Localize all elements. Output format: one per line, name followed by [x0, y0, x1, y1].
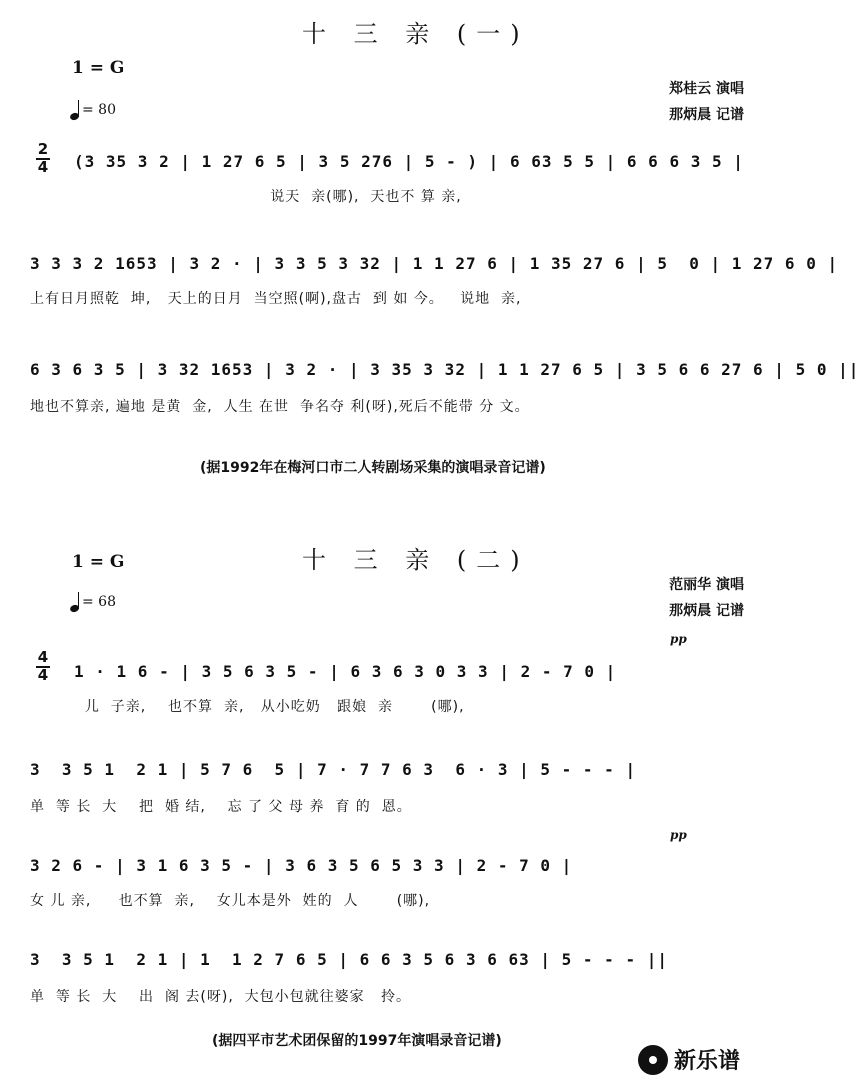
song-1-lyrics-line-2: 上有日月照乾 坤, 天上的日月 当空照(啊),盘古 到 如 今。 说地 亲, [30, 291, 522, 307]
song-1-tempo [70, 100, 116, 120]
song-2-notation-line-1: 1 · 1 6 - | 3 5 6 3 5 - | 6 3 6 3 0 3 3 | 2 - 7 0 | [74, 662, 617, 681]
song-1-tempo-value: = 80 [82, 102, 116, 118]
song-2-notation-line-2: 3 3 5 1 2 1 | 5 7 6 5 | 7 · 7 7 6 3 6 · 3 | 5 - - - | [30, 760, 637, 779]
song-2-lyrics-line-4: 单 等 长 大 出 阁 去(呀), 大包小包就往婆家 拎。 [30, 989, 412, 1005]
song-1-transcriber-credit: 那炳晨 记谱 [669, 107, 744, 123]
song-2-transcriber-credit: 那炳晨 记谱 [669, 603, 744, 619]
song-2-lyrics-line-3: 女 儿 亲, 也不算 亲, 女儿本是外 姓的 人 (哪), [30, 893, 431, 909]
site-logo [638, 1044, 740, 1075]
song-1-notation-line-2: 3 3 3 2 1653 | 3 2 · | 3 3 5 3 32 | 1 1 27 6 | 1 35 27 6 | 5 0 | 1 27 6 0 | [30, 254, 839, 273]
song-2-lyrics-line-1: 儿 子亲, 也不算 亲, 从小吃奶 跟娘 亲 (哪), [74, 699, 465, 715]
song-2-tempo [70, 592, 116, 612]
song-2-notation-line-3: 3 2 6 - | 3 1 6 3 5 - | 3 6 3 5 6 5 3 3 | 2 - 7 0 | [30, 856, 573, 875]
song-1-notation-line-3: 6 3 6 3 5 | 3 32 1653 | 3 2 · | 3 35 3 32 | 1 1 27 6 5 | 3 5 6 6 27 6 | 5 0 || [30, 360, 859, 379]
song-1-singer-credit: 郑桂云 演唱 [669, 81, 744, 97]
song-1-notation-line-1: (3 35 3 2 | 1 27 6 5 | 3 5 276 | 5 - ) | 6 63 5 5 | 6 6 6 3 5 | [74, 152, 744, 171]
song-1-source-note: (据1992年在梅河口市二人转剧场采集的演唱录音记谱) [200, 460, 546, 476]
song-1-lyrics-line-1: 说天 亲(哪), 天也不 算 亲, [74, 189, 462, 205]
song-1-key-signature: 1 = G [72, 58, 125, 78]
quarter-note-icon [70, 592, 79, 612]
song-2-lyrics-line-2: 单 等 长 大 把 婚 结, 忘 了 父 母 养 育 的 恩。 [30, 799, 412, 815]
song-1-title: 十 三 亲 (一) [302, 20, 530, 48]
dynamic-marking-pp-2: pp [670, 828, 687, 842]
dynamic-marking-pp-1: pp [670, 632, 687, 646]
song-2-time-signature: 4 4 [37, 648, 49, 684]
song-1-lyrics-line-3: 地也不算亲, 遍地 是黄 金, 人生 在世 争名夺 利(呀),死后不能带 分 文。 [30, 399, 530, 415]
quarter-note-icon [70, 100, 79, 120]
song-2-title: 十 三 亲 (二) [302, 546, 530, 574]
site-logo-text: 新乐谱 [673, 1049, 740, 1074]
vinyl-disc-icon [638, 1045, 668, 1075]
song-1-time-signature: 2 4 [37, 140, 49, 176]
song-2-tempo-value: = 68 [82, 594, 116, 610]
song-2-source-note: (据四平市艺术团保留的1997年演唱录音记谱) [212, 1033, 502, 1049]
song-2-key-signature: 1 = G [72, 552, 125, 572]
song-2-notation-line-4: 3 3 5 1 2 1 | 1 1 2 7 6 5 | 6 6 3 5 6 3 6 63 | 5 - - - || [30, 950, 668, 969]
song-2-singer-credit: 范丽华 演唱 [669, 577, 744, 593]
